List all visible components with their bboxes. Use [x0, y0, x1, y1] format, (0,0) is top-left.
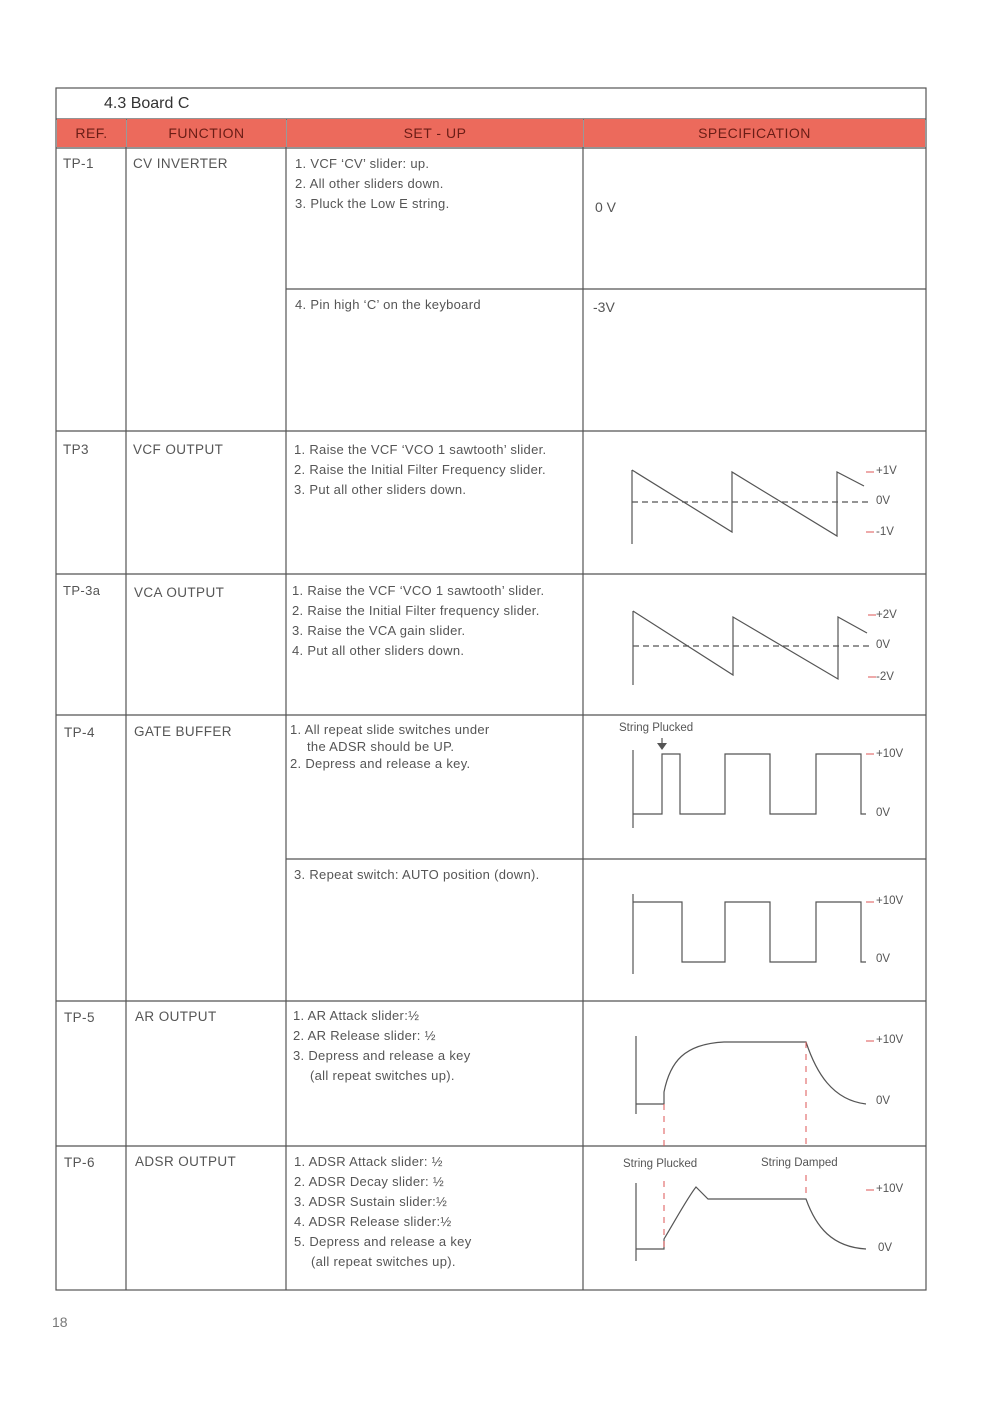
level-tp4a-plus: +10V — [876, 748, 904, 760]
ref-tp5: TP-5 — [64, 1010, 95, 1025]
header-setup: SET - UP — [287, 119, 583, 147]
header-ref: REF. — [57, 119, 126, 147]
setup-tp1-b: 4. Pin high ‘C’ on the keyboard — [295, 297, 481, 312]
function-tp6: ADSR OUTPUT — [135, 1154, 237, 1169]
setup-tp3: 1. Raise the VCF ‘VCO 1 sawtooth’ slider. 2. Raise the Initial Filter Frequency slider. 3. Put all other sliders down. — [294, 442, 547, 497]
level-tp3a-plus: +2V — [876, 609, 897, 621]
ref-tp3a: TP-3a — [63, 583, 101, 598]
waveform-gate-tp4 — [584, 716, 925, 859]
label-string-plucked-tp6: String Plucked — [623, 1158, 698, 1170]
level-tp4b-zero: 0V — [876, 953, 891, 965]
level-tp4b-plus: +10V — [876, 895, 904, 907]
setup-tp1-a: 1. VCF ‘CV’ slider: up. 2. All other sliders down. 3. Pluck the Low E string. — [295, 156, 450, 211]
label-string-plucked-tp4: String Plucked — [619, 722, 694, 734]
setup-tp5: 1. AR Attack slider:½ 2. AR Release slider: ½ 3. Depress and release a key (all repeat switches up). — [293, 1008, 471, 1083]
level-tp6-zero: 0V — [878, 1242, 893, 1254]
waveform-ar-tp5 — [584, 1002, 925, 1146]
function-tp3a: VCA OUTPUT — [134, 585, 225, 600]
level-tp3a-zero: 0V — [876, 639, 891, 651]
function-tp1: CV INVERTER — [133, 156, 228, 171]
spec-tp1-a: 0 V — [595, 199, 617, 215]
level-tp3a-minus: -2V — [876, 671, 894, 683]
ref-tp3: TP3 — [63, 442, 89, 457]
level-tp3-plus: +1V — [876, 465, 897, 477]
level-tp3-minus: -1V — [876, 526, 894, 538]
function-tp4: GATE BUFFER — [134, 724, 232, 739]
waveform-adsr-tp6 — [584, 1147, 925, 1290]
waveform-gate-auto-tp4 — [584, 860, 925, 1001]
spec-tp1-b: -3V — [593, 299, 615, 315]
level-tp5-plus: +10V — [876, 1034, 904, 1046]
header-function: FUNCTION — [127, 119, 286, 147]
level-tp5-zero: 0V — [876, 1095, 891, 1107]
function-tp3: VCF OUTPUT — [133, 442, 224, 457]
header-specification: SPECIFICATION — [584, 119, 925, 147]
level-tp6-plus: +10V — [876, 1183, 904, 1195]
page-number: 18 — [52, 1314, 68, 1330]
setup-tp6: 1. ADSR Attack slider: ½ 2. ADSR Decay slider: ½ 3. ADSR Sustain slider:½ 4. ADSR Release slider:½ 5. Depress and release a key (all repeat switches up). — [294, 1154, 472, 1269]
waveform-sawtooth-tp3 — [584, 432, 925, 574]
ref-tp1: TP-1 — [63, 156, 94, 171]
level-tp4a-zero: 0V — [876, 807, 891, 819]
setup-tp4-a: 1. All repeat slide switches under the ADSR should be UP. 2. Depress and release a key. — [290, 722, 490, 771]
section-title: 4.3 Board C — [104, 95, 190, 112]
setup-tp3a: 1. Raise the VCF ‘VCO 1 sawtooth’ slider. 2. Raise the Initial Filter frequency slider. 3. Raise the VCA gain slider. 4. Put all other sliders down. — [292, 583, 545, 658]
setup-tp4-b: 3. Repeat switch: AUTO position (down). — [294, 867, 540, 882]
level-tp3-zero: 0V — [876, 495, 891, 507]
ref-tp6: TP-6 — [64, 1155, 95, 1170]
function-tp5: AR OUTPUT — [135, 1009, 217, 1024]
waveform-sawtooth-tp3a — [584, 575, 925, 715]
label-string-damped-tp6: String Damped — [761, 1157, 838, 1169]
ref-tp4: TP-4 — [64, 725, 95, 740]
